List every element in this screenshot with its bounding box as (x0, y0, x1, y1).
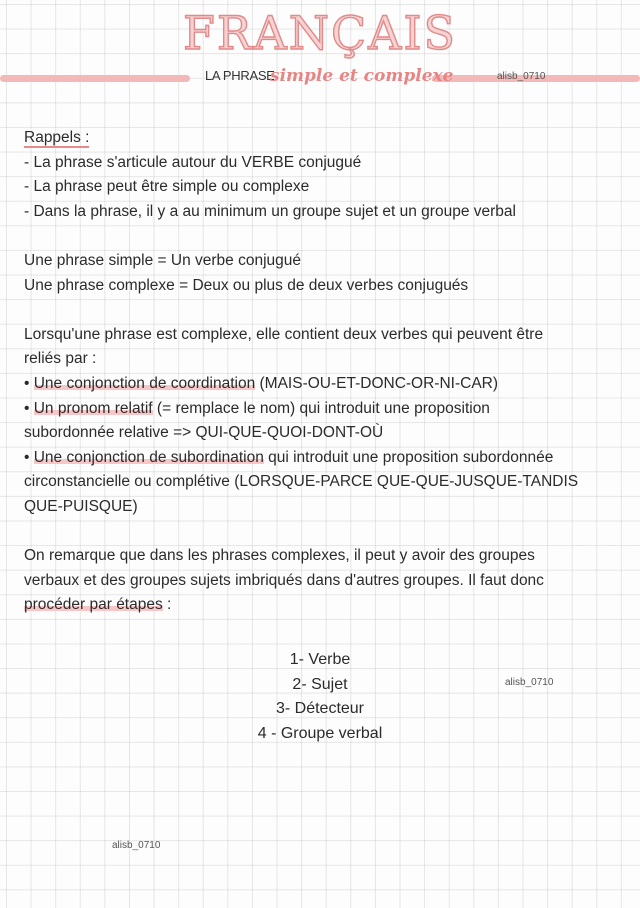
bullet-coordination: • Une conjonction de coordination (MAIS-OU-ET-DONC-OR-NI-CAR) (24, 374, 499, 392)
highlight-coordination: Une conjonction de coordination (33, 374, 256, 392)
watermark: alisb_0710 (112, 840, 161, 851)
complexe-intro: reliés par : (24, 350, 97, 368)
bullet-subordination-line3: QUE-PUISQUE) (24, 497, 138, 515)
subtitle-main: LA PHRASE (205, 68, 275, 83)
remarque-line: verbaux et des groupes sujets imbriqués dans d'autres groupes. Il faut donc (24, 571, 544, 589)
definition-complexe: Une phrase complexe = Deux ou plus de deux verbes conjugués (24, 276, 469, 294)
step-item: 2- Sujet (292, 675, 348, 693)
rappel-item: - La phrase peut être simple ou complexe (24, 178, 310, 196)
notes-body (24, 126, 624, 618)
page-title: FRANÇAIS (182, 6, 458, 60)
highlight-etapes: procéder par étapes (24, 596, 163, 614)
header-handle: alisb_0710 (497, 71, 546, 82)
subtitle-script: simple et complexe (270, 66, 454, 86)
definition-simple: Une phrase simple = Un verbe conjugué (24, 251, 302, 269)
complexe-intro: Lorsqu'une phrase est complexe, elle contient deux verbes qui peuvent être (24, 325, 544, 343)
rappel-item: - La phrase s'articule autour du VERBE conjugué (24, 153, 362, 171)
watermark: alisb_0710 (505, 677, 554, 688)
bullet-pronom: • Un pronom relatif (= remplace le nom) qui introduit une proposition (24, 399, 490, 417)
bullet-subordination: • Une conjonction de subordination qui introduit une proposition subordonnée (24, 448, 554, 466)
rappels-heading: Rappels : (24, 129, 90, 146)
steps-list (0, 648, 640, 746)
bullet-subordination-line2: circonstancielle ou complétive (LORSQUE-PARCE QUE-QUE-JUSQUE-TANDIS (24, 473, 579, 491)
remarque-line: procéder par étapes : (24, 596, 172, 614)
bullet-pronom-line2: subordonnée relative => QUI-QUE-QUOI-DONT-OÙ (24, 424, 384, 442)
title-bar-left (0, 75, 190, 82)
step-item: 1- Verbe (289, 651, 351, 668)
highlight-subordination: Une conjonction de subordination (33, 448, 264, 466)
highlight-pronom: Un pronom relatif (33, 399, 153, 417)
remarque-line: On remarque que dans les phrases complexes, il peut y avoir des groupes (24, 547, 535, 565)
rappel-item: - Dans la phrase, il y a au minimum un groupe sujet et un groupe verbal (24, 202, 516, 220)
step-item: 4 - Groupe verbal (257, 724, 383, 742)
step-item: 3- Détecteur (275, 700, 365, 718)
